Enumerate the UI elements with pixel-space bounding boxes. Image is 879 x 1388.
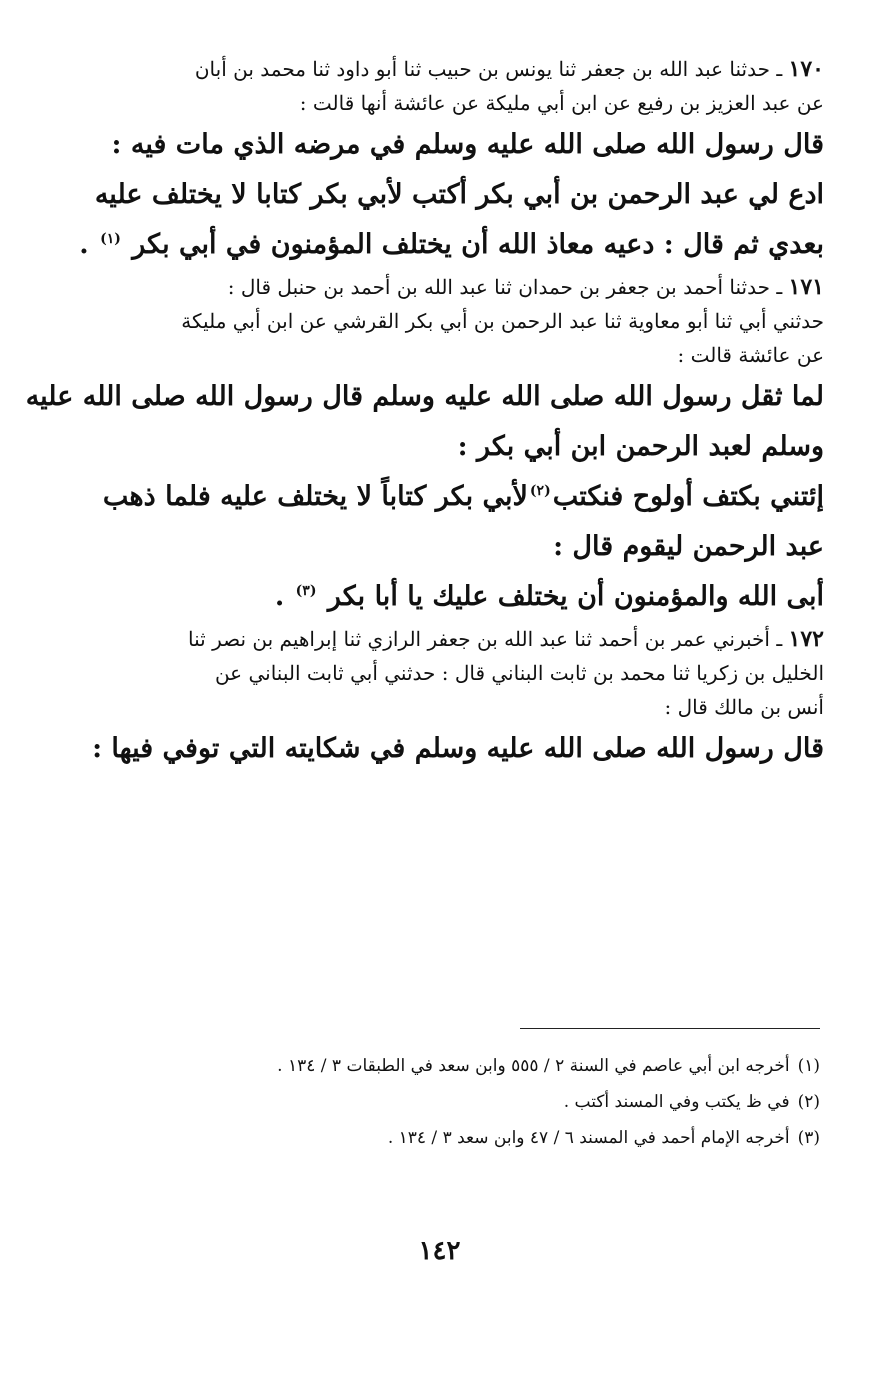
- hadith-170: [12, 52, 824, 270]
- matn-text: أبى الله والمؤمنون أن يختلف عليك يا أبا بكر: [327, 581, 824, 612]
- dash: ـ: [776, 275, 783, 299]
- period: .: [79, 229, 89, 260]
- dash: ـ: [776, 57, 783, 81]
- hadith-number: ١٧١: [788, 274, 824, 300]
- hadith-number: ١٧٢: [788, 626, 824, 652]
- matn-line: عبد الرحمن ليقوم قال :: [553, 531, 824, 562]
- matn-text: بعدي ثم قال : دعيه معاذ الله أن يختلف المؤمنون في أبي بكر: [132, 229, 824, 260]
- matn-text: لأبي بكر كتاباً لا يختلف عليه فلما ذهب: [102, 481, 528, 512]
- isnad-text: أخبرني عمر بن أحمد ثنا عبد الله بن جعفر الرازي ثنا إبراهيم بن نصر ثنا: [188, 627, 770, 651]
- isnad-line: [12, 52, 824, 86]
- footnote-ref[interactable]: (٣): [295, 583, 317, 599]
- matn-line: لما ثقل رسول الله صلى الله عليه وسلم قال رسول الله صلى الله عليه: [25, 381, 824, 412]
- isnad-line: الخليل بن زكريا ثنا محمد بن ثابت البناني قال : حدثني أبي ثابت البناني عن: [214, 661, 824, 685]
- footnotes: [20, 1048, 820, 1156]
- footnote-2: [20, 1084, 820, 1120]
- isnad-line: [12, 270, 824, 304]
- matn-line: وسلم لعبد الرحمن ابن أبي بكر :: [457, 431, 824, 462]
- matn-line: [12, 472, 824, 522]
- footnote-ref[interactable]: (١): [100, 231, 121, 247]
- footnote-ref[interactable]: (٢): [529, 483, 551, 499]
- footnote-label: (٢): [797, 1092, 820, 1112]
- matn-line: [12, 572, 824, 622]
- hadith-172: [12, 622, 824, 774]
- isnad-line: عن عائشة قالت :: [677, 343, 824, 367]
- matn-line: قال رسول الله صلى الله عليه وسلم في مرضه الذي مات فيه :: [111, 129, 824, 160]
- footnote-text: أخرجه الإمام أحمد في المسند ٦ / ٤٧ وابن سعد ٣ / ١٣٤ .: [387, 1128, 790, 1148]
- matn-line: قال رسول الله صلى الله عليه وسلم في شكايته التي توفي فيها :: [92, 733, 824, 764]
- isnad-line: [12, 622, 824, 656]
- footnote-text: في ظ يكتب وفي المسند أكتب .: [563, 1092, 790, 1112]
- footnote-1: [20, 1048, 820, 1084]
- footnote-label: (٣): [797, 1128, 820, 1148]
- isnad-text: حدثنا أحمد بن جعفر بن حمدان ثنا عبد الله بن أحمد بن حنبل قال :: [227, 275, 770, 299]
- period: .: [274, 581, 285, 612]
- main-text: [12, 52, 824, 774]
- isnad-text: حدثنا عبد الله بن جعفر ثنا يونس بن حبيب ثنا أبو داود ثنا محمد بن أبان: [194, 57, 770, 81]
- footnote-3: [20, 1120, 820, 1156]
- hadith-171: [12, 270, 824, 622]
- hadith-number: ١٧٠: [788, 56, 824, 82]
- isnad-line: حدثني أبي ثنا أبو معاوية ثنا عبد الرحمن بن أبي بكر القرشي عن ابن أبي مليكة: [181, 309, 824, 333]
- footnote-text: أخرجه ابن أبي عاصم في السنة ٢ / ٥٥٥ وابن سعد في الطبقات ٣ / ١٣٤ .: [277, 1056, 790, 1076]
- matn-text: إئتني بكتف أولوح فنكتب: [552, 481, 824, 512]
- footnote-label: (١): [797, 1056, 820, 1076]
- isnad-line: عن عبد العزيز بن رفيع عن ابن أبي مليكة عن عائشة أنها قالت :: [299, 91, 824, 115]
- isnad-line: أنس بن مالك قال :: [664, 695, 824, 719]
- matn-line: [12, 220, 824, 270]
- dash: ـ: [776, 627, 783, 651]
- page-number: ١٤٢: [418, 1236, 461, 1266]
- footnote-divider: [520, 1028, 820, 1029]
- matn-line: ادع لي عبد الرحمن بن أبي بكر أكتب لأبي بكر كتابا لا يختلف عليه: [94, 179, 824, 210]
